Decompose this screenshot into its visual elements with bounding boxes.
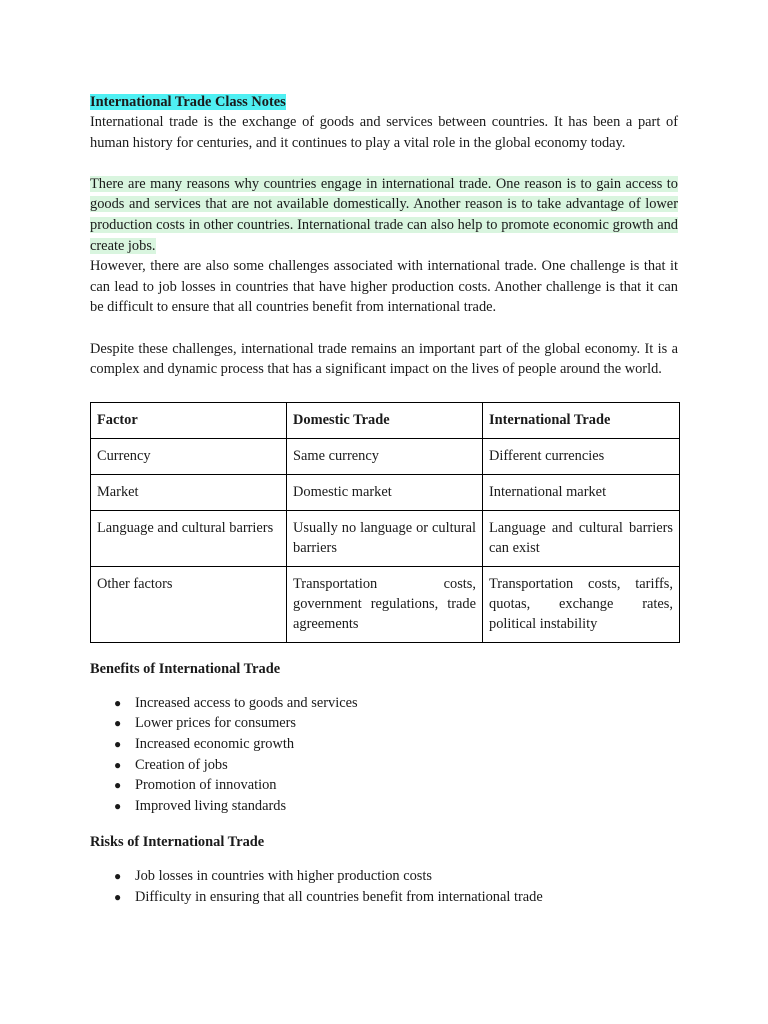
table-cell: Other factors: [91, 566, 287, 642]
list-item: [90, 693, 678, 714]
list-item-text: Difficulty in ensuring that all countries benefit from international trade: [135, 888, 543, 905]
table-cell: Usually no language or cultural barriers: [287, 510, 483, 566]
list-item-text: Job losses in countries with higher production costs: [135, 868, 432, 885]
table-header-cell: Domestic Trade: [287, 402, 483, 438]
table-cell: Language and cultural barriers: [91, 510, 287, 566]
list-item: [90, 796, 678, 817]
bullet-icon: ●: [114, 736, 122, 751]
list-item: [90, 887, 678, 908]
benefits-heading: Benefits of International Trade: [90, 660, 281, 677]
document-page: [90, 92, 678, 907]
table-cell: Market: [91, 474, 287, 510]
list-item: [90, 713, 678, 734]
reasons-paragraph: [90, 174, 678, 256]
risks-heading: Risks of International Trade: [90, 834, 265, 851]
table-row: [91, 510, 680, 566]
list-item: [90, 734, 678, 755]
table-cell: Same currency: [287, 438, 483, 474]
bullet-icon: ●: [114, 757, 122, 772]
bullet-icon: ●: [114, 889, 122, 904]
challenges-paragraph: However, there are also some challenges associated with international trade. One challenge is that it can lead to job losses in countries that have higher production costs. Another challenge is that it can be difficult to ensure that all countries benefit from international trade.: [90, 258, 678, 316]
list-item-text: Increased access to goods and services: [135, 694, 358, 711]
table-header-cell: International Trade: [483, 402, 680, 438]
risks-list: [90, 866, 678, 907]
conclusion-paragraph: Despite these challenges, international trade remains an important part of the global economy. It is a complex and dynamic process that has a significant impact on the lives of people around the world.: [90, 340, 678, 378]
paragraph-gap: [90, 153, 678, 174]
paragraph-gap: [90, 318, 678, 339]
table-cell: Domestic market: [287, 474, 483, 510]
benefits-list: [90, 693, 678, 817]
list-item: [90, 755, 678, 776]
bullet-icon: ●: [114, 716, 122, 731]
bullet-icon: ●: [114, 869, 122, 884]
table-cell: Transportation costs, tariffs, quotas, exchange rates, political instability: [483, 566, 680, 642]
list-item-text: Increased economic growth: [135, 735, 295, 752]
table-cell: Transportation costs, government regulations, trade agreements: [287, 566, 483, 642]
table-cell: International market: [483, 474, 680, 510]
list-item-text: Creation of jobs: [135, 756, 228, 773]
table-header-cell: Factor: [91, 402, 287, 438]
table-row: [91, 566, 680, 642]
bullet-icon: ●: [114, 778, 122, 793]
list-item: [90, 866, 678, 887]
list-item-text: Improved living standards: [135, 797, 287, 814]
comparison-table: [90, 402, 680, 643]
bullet-icon: ●: [114, 695, 122, 710]
list-item-text: Promotion of innovation: [135, 777, 277, 794]
table-header-row: [91, 402, 680, 438]
intro-paragraph: International trade is the exchange of goods and services between countries. It has been a part of human history for centuries, and it continues to play a vital role in the global economy today.: [90, 114, 678, 151]
title-line: [90, 92, 678, 112]
reasons-highlight: There are many reasons why countries engage in international trade. One reason is to gain access to goods and services that are not available domestically. Another reason is to take advantage of lower production costs in other countries. International trade can also help to promote economic growth and create jobs.: [90, 175, 678, 254]
table-row: [91, 438, 680, 474]
list-item-text: Lower prices for consumers: [135, 715, 297, 732]
table-cell: Different currencies: [483, 438, 680, 474]
table-cell: Currency: [91, 438, 287, 474]
table-row: [91, 474, 680, 510]
table-cell: Language and cultural barriers can exist: [483, 510, 680, 566]
page-title: International Trade Class Notes: [90, 94, 286, 110]
list-item: [90, 775, 678, 796]
bullet-icon: ●: [114, 798, 122, 813]
